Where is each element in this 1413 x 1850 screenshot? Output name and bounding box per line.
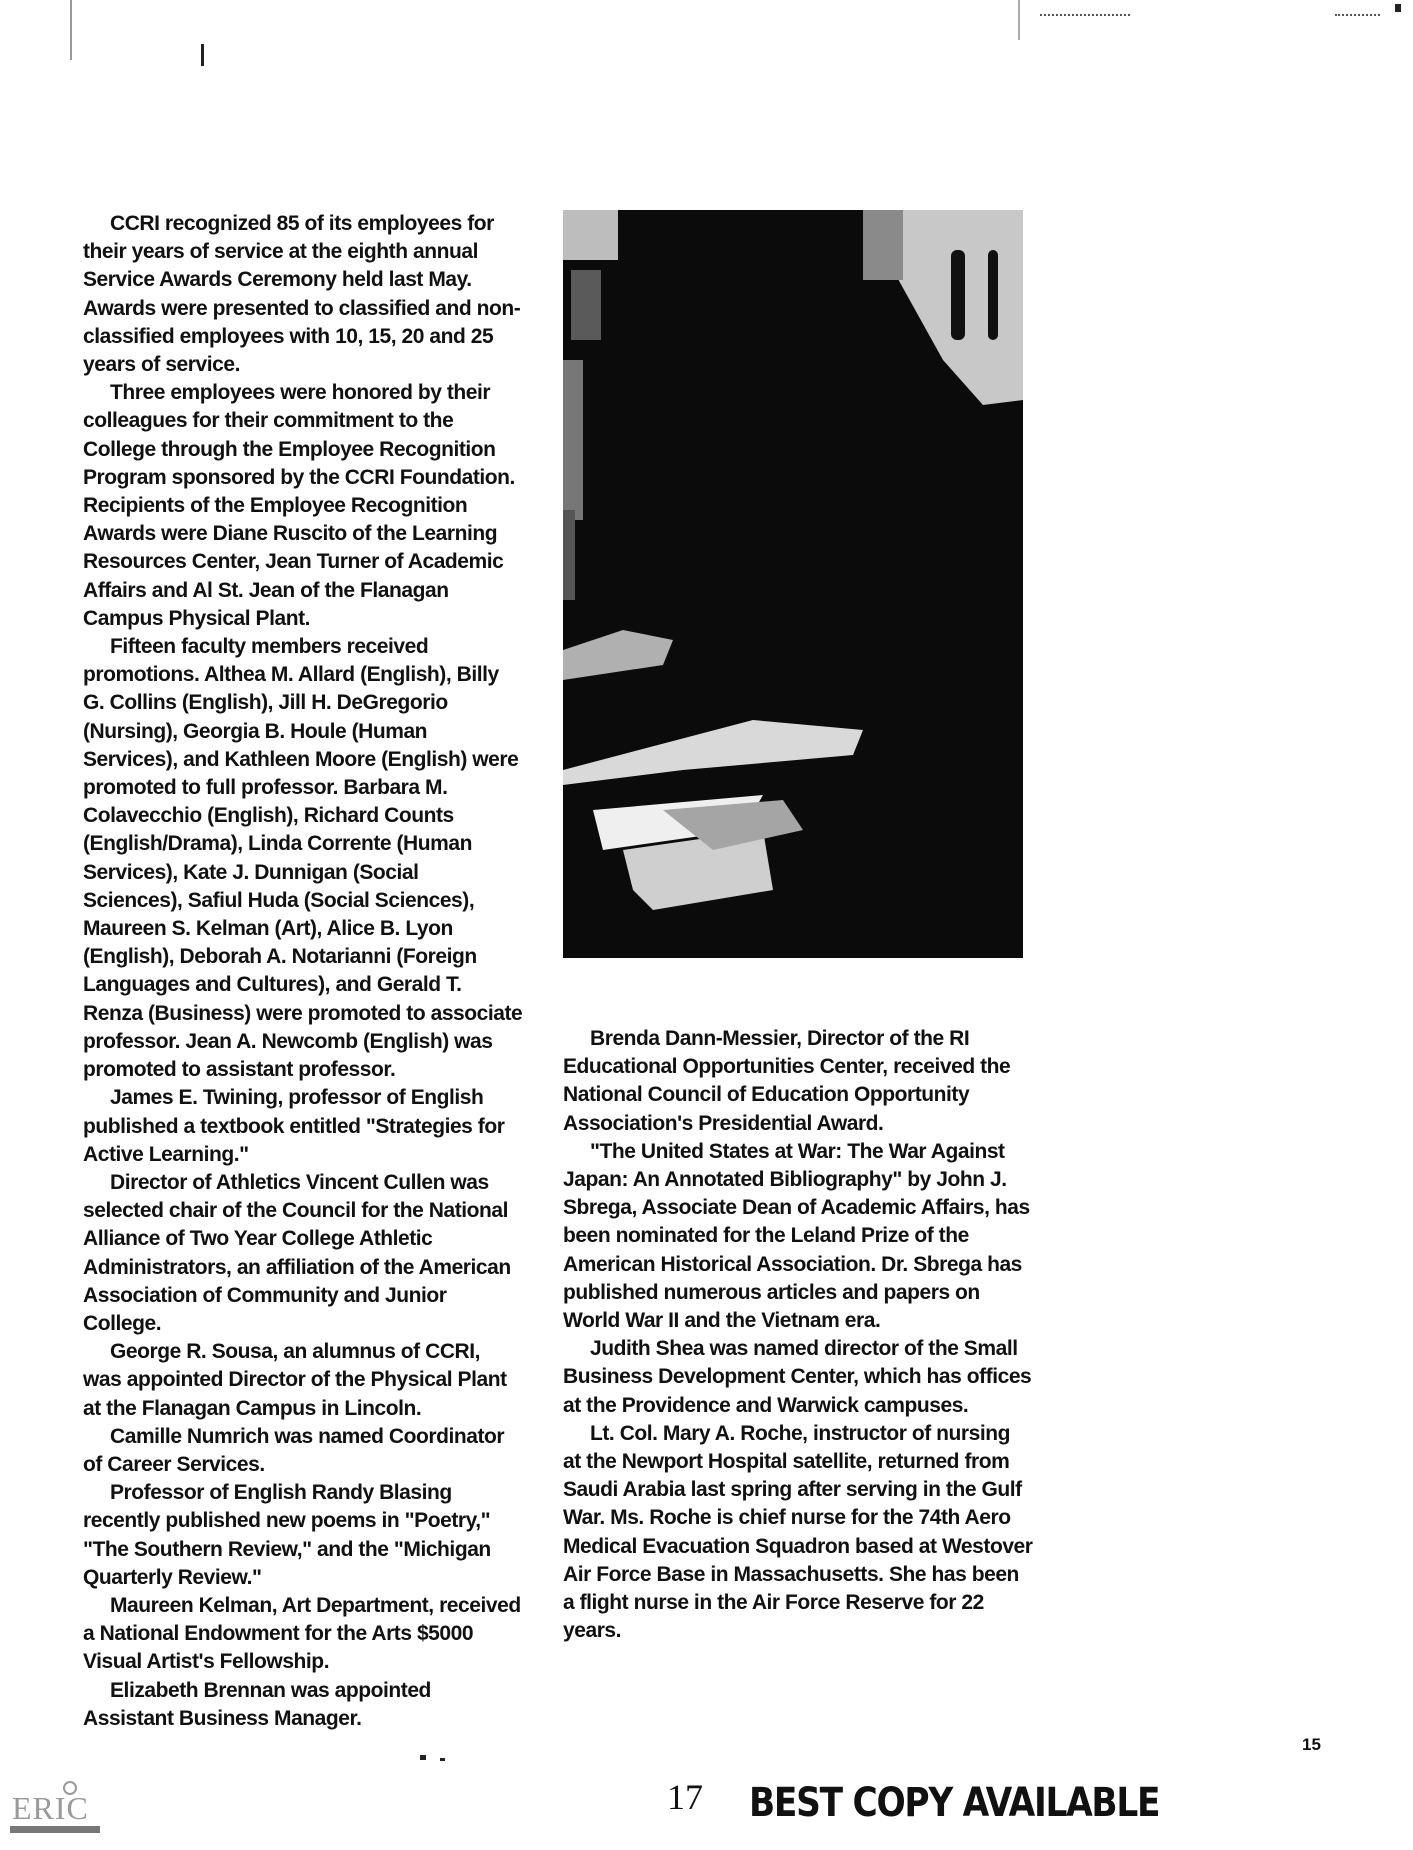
paragraph-roche: Lt. Col. Mary A. Roche, instructor of nursing at the Newport Hospital satellite, returned from Saudi Arabia last spring after serving in the Gulf War. Ms. Roche is chief nurse for the 74th Aero Medical Evacuation Squadron based at Westover Air Force Base in Massachusetts. She has been a flight nurse in the Air Force Reserve for 22 years. xyxy=(563,1421,1033,1643)
eric-logo-text: ERIC xyxy=(12,1790,89,1826)
paragraph-sousa: George R. Sousa, an alumnus of CCRI, was appointed Director of the Physical Plant at the Flanagan Campus in Lincoln. xyxy=(83,1340,507,1420)
photo-image xyxy=(563,210,1023,958)
folio-number: 17 xyxy=(667,1777,703,1817)
photo xyxy=(563,210,1023,958)
page-number: 15 xyxy=(1302,1735,1321,1754)
eric-logo-bar xyxy=(10,1826,100,1833)
paragraph-service-awards: CCRI recognized 85 of its employees for their years of service at the eighth annual Service Awards Ceremony held last May. Awards were presented to classified and non-classified employees with 10, 15, 20 and 25 years of service. xyxy=(83,212,521,377)
scan-mark-right xyxy=(1395,4,1401,12)
paragraph-employee-recognition: Three employees were honored by their colleagues for their commitment to the College through the Employee Recognition Program sponsored by the CCRI Foundation. Recipients of the Employee Recognition Awards were Diane Ruscito of the Learning Resources Center, Jean Turner of Academic Affairs and Al St. Jean of the Flanagan Campus Physical Plant. xyxy=(83,381,515,630)
paragraph-sbrega: "The United States at War: The War Against Japan: An Annotated Bibliography" by John J. Sbrega, Associate Dean of Academic Affairs, has been nominated for the Leland Prize of the American Historical Association. Dr. Sbrega has published numerous articles and papers on World War II and the Vietnam era. xyxy=(563,1139,1030,1333)
right-column xyxy=(563,1025,1033,1645)
scan-dots-right xyxy=(1335,14,1380,16)
scan-mark-mid xyxy=(1018,0,1020,40)
scan-mark-bottom xyxy=(420,1755,426,1760)
paragraph-blasing: Professor of English Randy Blasing recently published new poems in "Poetry," "The Southern Review," and the "Michigan Quarterly Review." xyxy=(83,1481,491,1589)
best-copy-stamp: BEST COPY AVAILABLE xyxy=(749,1780,1160,1826)
left-column xyxy=(83,210,523,1733)
scan-mark-left xyxy=(70,0,72,60)
paragraph-dann-messier: Brenda Dann-Messier, Director of the RI Educational Opportunities Center, received the National Council of Education Opportunity Association's Presidential Award. xyxy=(563,1027,1011,1135)
scan-mark-bar xyxy=(201,44,204,66)
paragraph-twining: James E. Twining, professor of English published a textbook entitled "Strategies for Active Learning." xyxy=(83,1086,505,1166)
paragraph-shea: Judith Shea was named director of the Small Business Development Center, which has offices at the Providence and Warwick campuses. xyxy=(563,1337,1032,1417)
scan-mark-bottom-2 xyxy=(440,1758,445,1761)
paragraph-brennan: Elizabeth Brennan was appointed Assistant Business Manager. xyxy=(83,1678,431,1730)
scan-dots-top xyxy=(1040,14,1130,16)
paragraph-numrich: Camille Numrich was named Coordinator of Career Services. xyxy=(83,1424,505,1476)
paragraph-kelman: Maureen Kelman, Art Department, received a National Endowment for the Arts $5000 Visual Artist's Fellowship. xyxy=(83,1593,521,1674)
paragraph-faculty-promotions: Fifteen faculty members received promotions. Althea M. Allard (English), Billy G. Collins (English), Jill H. DeGregorio (Nursing), Georgia B. Houle (Human Services), and Kathleen Moore (English) were promoted to full professor. Barbara M. Colavecchio (English), Richard Counts (English/Drama), Linda Corrente (Human Services), Kate J. Dunnigan (Social Sciences), Safiul Huda (Social Sciences), Maureen S. Kelman (Art), Alice B. Lyon (English), Deborah A. Notarianni (Foreign Languages and Cultures), and Gerald T. Renza (Business) were promoted to associate professor. Jean A. Newcomb (English) was promoted to assistant professor. xyxy=(83,635,523,1082)
paragraph-cullen: Director of Athletics Vincent Cullen was selected chair of the Council for the National Alliance of Two Year College Athletic Administrators, an affiliation of the American Association of Community and Junior College. xyxy=(83,1170,511,1335)
